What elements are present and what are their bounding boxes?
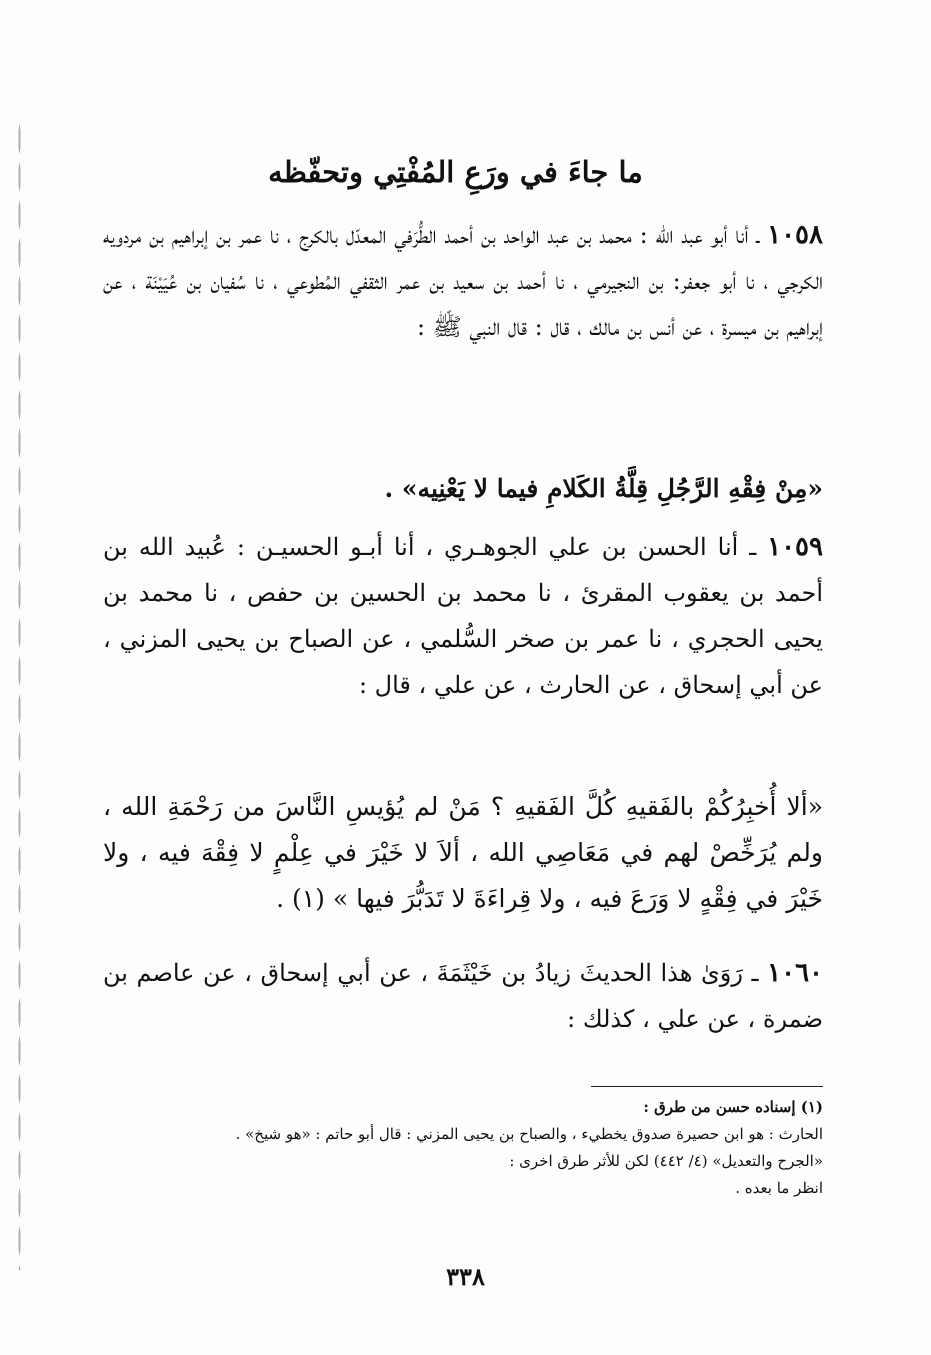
hadith-1058: [103, 212, 823, 350]
hadith-1060: [103, 950, 823, 1042]
footnote-line: الحارث : هو ابن حصيرة صدوق يخطيء ، والصباح بن يحيى المزني : قال أبو حاتم : «هو شيخ» .: [235, 1125, 823, 1143]
footnotes: [103, 1094, 823, 1202]
hadith-quote: «مِنْ فِقْهِ الرَّجُلِ قِلَّةُ الكَلامِ فيما لا يَعْنِيه» .: [384, 474, 823, 503]
hadith-text: ـ أنا أبو عبد الله : محمد بن عبد الواحد بن أحمد الطُّرَفي المعدّل بالكرج ، نا عمر بن إبراهيم بن مردويه الكرجي ، نا أبو جعفر: بن النجيرمي ، نا أحمد بن سعيد بن عمر الثقفي المُطوعي ، نا سُفيان بن عُيَيْنَة ، عن إبراهيم بن ميسرة ، عن أنس بن مالك ، قال : قال النبي ﷺ :: [103, 221, 823, 341]
paragraph-1060: [103, 950, 823, 1042]
hadith-quote: «ألا أُخبِرُكُمْ بالفَقيهِ كُلَّ الفَقيهِ ؟ مَنْ لم يُؤيسِ النَّاسَ من رَحْمَةِ الله ، ولم يُرَخِّصْ لهم في مَعَاصِي الله ، ألاَ لا خَيْرَ في عِلْمٍ لا فِقْهَ فيه ، ولا خَيْرَ في فِقْهٍ لا وَرَعَ فيه ، ولا قِراءَةَ لا تَدَبُّرَ فيها » (١) .: [103, 792, 823, 913]
footnote-head: (١) إسناده حسن من طرق :: [643, 1098, 823, 1116]
hadith-1059-matn: [103, 784, 823, 922]
paragraph-1058: [103, 212, 823, 350]
hadith-1059: [103, 524, 823, 708]
hadith-text: ـ رَوَىٰ هذا الحديثَ زيادُ بن خَيْثَمَةَ ، عن أبي إسحاق ، عن عاصم بن ضمرة ، عن علي ، كذلك :: [103, 959, 823, 1033]
hadith-number: ١٠٦٠: [767, 958, 823, 988]
footnote-line: انظر ما بعده .: [735, 1179, 823, 1197]
hadith-text: ـ أنا الحسن بن علي الجوهـري ، أنا أبـو الحسيـن : عُبيد الله بن أحمد بن يعقوب المقرئ ، نا محمد بن الحسين بن حفص ، نا محمد بن يحيى الحجري ، نا عمر بن صخر السُّلمي ، عن الصباح بن يحيى المزني ، عن أبي إسحاق ، عن الحارث ، عن علي ، قال :: [103, 533, 823, 699]
binding-edge-dots: [18, 120, 21, 1270]
hadith-number: ١٠٥٨: [767, 220, 823, 250]
hadith-1058-matn: [103, 466, 823, 512]
chapter-title: ما جاءَ في ورَعِ المُفْتِي وتحفّظه: [268, 155, 643, 189]
page-number: ٣٣٨: [446, 1262, 485, 1291]
footnote-line: «الجرح والتعديل» (٤/ ٤٤٢) لكن للأثر طرق اخرى :: [509, 1152, 823, 1170]
footnote-divider: [591, 1086, 823, 1087]
hadith-number: ١٠٥٩: [767, 532, 823, 562]
paragraph-1059: [103, 524, 823, 708]
